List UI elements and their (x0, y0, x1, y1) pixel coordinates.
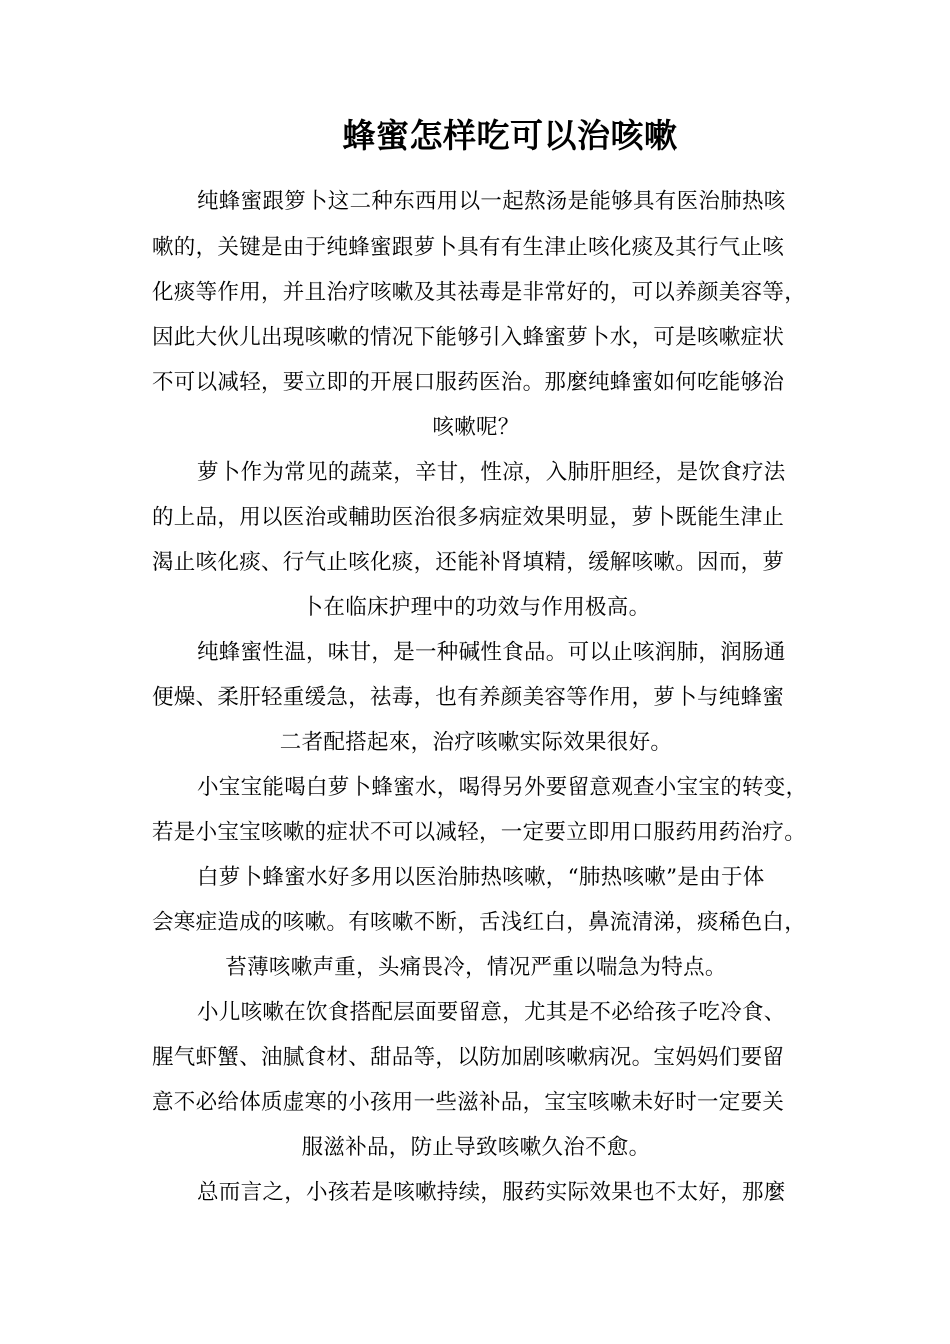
paragraph-3-last-line: 二者配搭起來，治疗咳嗽实际效果很好。 (279, 730, 673, 755)
paragraph-1-line-3: 化痰等作用，并且治疗咳嗽及其祛毒是非常好的，可以养颜美容等， (152, 280, 807, 305)
paragraph-3-line-1: 纯蜂蜜性温，味甘，是一种碱性食品。可以止咳润肺，润肠通 (197, 640, 786, 665)
paragraph-6-line-2: 腥气虾蟹、油腻食材、甜品等，以防加剧咳嗽病况。宝妈妈们要留 (152, 1045, 785, 1070)
paragraph-3-line-2: 便燥、柔肝轻重缓急，祛毒，也有养颜美容等作用，萝卜与纯蜂蜜 (152, 685, 785, 710)
document-title: 蜂蜜怎样吃可以治咳嗽 (342, 116, 678, 155)
paragraph-7-line-1: 总而言之，小孩若是咳嗽持续，服药实际效果也不太好，那麼 (197, 1180, 786, 1205)
paragraph-2-last-line: 卜在临床护理中的功效与作用极高。 (301, 595, 651, 620)
paragraph-2-line-1: 萝卜作为常见的蔬菜，辛甘，性凉，入肺肝胆经，是饮食疗法 (197, 460, 786, 485)
paragraph-2-line-2: 的上品，用以医治或輔助医治很多病症效果明显，萝卜既能生津止 (152, 505, 785, 530)
paragraph-1-line-1: 纯蜂蜜跟箩卜这二种东西用以一起熬汤是能够具有医治肺热咳 (197, 189, 786, 214)
paragraph-6-line-3: 意不必给体质虚寒的小孩用一些滋补品，宝宝咳嗽未好时一定要关 (152, 1090, 785, 1115)
paragraph-6-line-1: 小儿咳嗽在饮食搭配层面要留意，尤其是不必给孩子吃冷食、 (197, 1000, 786, 1025)
paragraph-1-line-5: 不可以减轻，要立即的开展口服药医治。那麼纯蜂蜜如何吃能够治 (152, 370, 785, 395)
paragraph-1-line-2: 嗽的，关键是由于纯蜂蜜跟萝卜具有有生津止咳化痰及其行气止咳 (152, 235, 785, 260)
paragraph-5-line-2: 会寒症造成的咳嗽。有咳嗽不断，舌浅红白，鼻流清涕，痰稀色白， (152, 910, 807, 935)
paragraph-1-last-line: 咳嗽呢？ (432, 415, 520, 440)
paragraph-5-line-1: 白萝卜蜂蜜水好多用以医治肺热咳嗽，“肺热咳嗽”是由于体 (197, 865, 765, 890)
paragraph-6-last-line: 服滋补品，防止导致咳嗽久治不愈。 (301, 1135, 651, 1160)
paragraph-1-line-4: 因此大伙儿出現咳嗽的情况下能够引入蜂蜜萝卜水，可是咳嗽症状 (152, 325, 785, 350)
paragraph-2-line-3: 渴止咳化痰、行气止咳化痰，还能补肾填精，缓解咳嗽。因而，萝 (152, 550, 785, 575)
paragraph-4-line-1: 小宝宝能喝白萝卜蜂蜜水，喝得另外要留意观查小宝宝的转变， (197, 775, 808, 800)
paragraph-4-line-2: 若是小宝宝咳嗽的症状不可以减轻，一定要立即用口服药用药治疗。 (152, 820, 807, 845)
paragraph-5-last-line: 苔薄咳嗽声重，头痛畏冷，情况严重以喘急为特点。 (225, 955, 727, 980)
